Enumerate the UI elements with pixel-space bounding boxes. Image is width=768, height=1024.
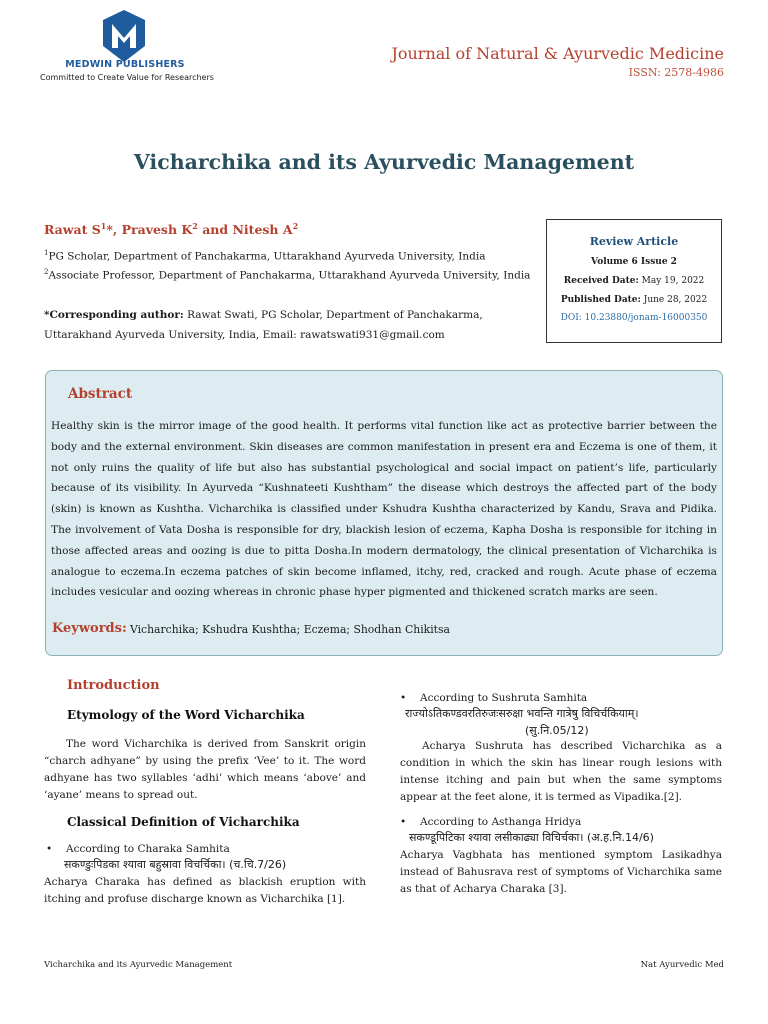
corresponding-marker: *,: [106, 222, 122, 238]
affiliation-1: [44, 249, 485, 263]
etymology-heading: Etymology of the Word Vicharchika: [67, 708, 305, 722]
keywords-text: Vicharchika; Kshudra Kushtha; Eczema; Shodhan Chikitsa: [130, 623, 450, 636]
publisher-logo: [100, 8, 148, 64]
sanskrit-verse-charaka: सकण्डुःपिडका श्यावा बहुस्रावा विचर्चिका। (च.चि.7/26): [64, 858, 287, 871]
volume-issue: Volume 6 Issue 2: [591, 257, 677, 267]
publisher-name: MEDWIN PUBLISHERS: [65, 59, 185, 70]
abstract-heading: Abstract: [68, 386, 133, 402]
charaka-paragraph: Acharya Charaka has defined as blackish eruption with itching and profuse discharge known as Vicharchika [1].: [44, 876, 366, 905]
bullet-dot: •: [46, 843, 53, 855]
author-list: [44, 221, 298, 237]
published-label: Published Date:: [560, 295, 641, 305]
introduction-heading: Introduction: [67, 678, 160, 693]
bullet-asthanga: [400, 816, 581, 828]
doi-link[interactable]: DOI: 10.23880/jonam-16000350: [560, 313, 708, 323]
bullet-sushruta: [400, 692, 587, 704]
footer-right: Nat Ayurvedic Med: [640, 960, 724, 970]
author-affiliation-sup: 2: [292, 221, 299, 231]
author-name: Rawat S: [44, 222, 101, 238]
author-affiliation-sup: 2: [192, 221, 198, 231]
affiliation-text: PG Scholar, Department of Panchakarma, Uttarakhand Ayurveda University, India: [48, 250, 486, 263]
bullet-dot: •: [400, 692, 407, 704]
received-value: May 19, 2022: [638, 276, 705, 286]
published-date: [547, 295, 721, 305]
author-name: Pravesh K: [121, 222, 193, 238]
corresponding-text: Rawat Swati, PG Scholar, Department of Panchakarma, Uttarakhand Ayurveda University, India, Email: rawatswati931@gmail.com: [44, 309, 483, 341]
bullet-text: According to Charaka Samhita: [66, 843, 230, 855]
sushruta-paragraph: Acharya Sushruta has described Vicharchika as a condition in which the skin has linear rough lesions with intense itching and pain but when the same symptoms appear at the feet alone, it is termed as Vipadika.[2].: [400, 740, 722, 803]
corresponding-author: [44, 305, 544, 345]
received-date: [547, 276, 721, 286]
journal-title: Journal of Natural & Ayurvedic Medicine: [391, 44, 724, 63]
author-name: and Nitesh A: [197, 222, 293, 238]
affiliation-sup: 2: [44, 268, 49, 276]
article-title: Vicharchika and its Ayurvedic Management: [133, 150, 635, 174]
bullet-text: According to Asthanga Hridya: [420, 816, 582, 828]
corresponding-label: *Corresponding author:: [44, 309, 184, 321]
affiliation-text: Associate Professor, Department of Panchakarma, Uttarakhand Ayurveda University, India: [48, 269, 531, 282]
affiliation-sup: 1: [44, 249, 49, 257]
bullet-text: According to Sushruta Samhita: [420, 692, 588, 704]
keywords-label: Keywords:: [52, 621, 127, 636]
article-type: Review Article: [589, 235, 679, 248]
vagbhata-paragraph: Acharya Vagbhata has mentioned symptom Lasikadhya instead of Bahusrava rest of symptoms of Vicharchika same as that of Acharya Charaka [3].: [400, 849, 722, 895]
publisher-tagline: Committed to Create Value for Researchers: [40, 73, 214, 82]
article-info-box: [546, 219, 722, 343]
abstract-box: [45, 370, 723, 656]
abstract-text: Healthy skin is the mirror image of the good health. It performs vital function like act as protective barrier between the body and the external environment. Skin diseases are common manifestation in present era and Eczema is one of them, it not only ruins the quality of life but also has substantial psychological and social impact on patient’s life, particularly because of its visibility. In Ayurveda “Kushnateeti Kushtham” the disease which destroys the affected part of the body (skin) is known as Kushtha. Vicharchika is classified under Kshudra Kushtha characterized by Kandu, Srava and Pidika. The involvement of Vata Dosha is responsible for dry, blackish lesion of eczema, Kapha Dosha is responsible for itching in those affected areas and oozing is due to pitta Dosha.In modern dermatology, the clinical presentation of Vicharchika is analogue to eczema.In eczema patches of skin become inflamed, itchy, red, cracked and rough. Acute phase of eczema includes vesicular and oozing whereas in chronic phase hyper pigmented and thickened scratch marks are seen.: [51, 420, 717, 599]
footer-left: Vicharchika and its Ayurvedic Management: [44, 960, 233, 970]
sanskrit-verse-sushruta-ref: (सु.नि.05/12): [525, 724, 589, 737]
bullet-dot: •: [400, 816, 407, 828]
published-value: June 28, 2022: [640, 295, 708, 305]
author-affiliation-sup: 1: [100, 221, 107, 231]
sanskrit-verse-asthanga: सकण्डूपिटिका श्यावा लसीकाढ्या विचिर्चका। (अ.ह.नि.14/6): [409, 831, 654, 844]
journal-issn: ISSN: 2578-4986: [628, 66, 724, 79]
affiliation-2: [44, 268, 530, 282]
received-label: Received Date:: [563, 276, 639, 286]
classical-definition-heading: Classical Definition of Vicharchika: [67, 815, 300, 829]
bullet-charaka: [46, 843, 230, 855]
etymology-paragraph: The word Vicharchika is derived from Sanskrit origin “charch adhyane” by using the prefix ‘Vee’ to it. The word adhyane has two syllables ‘adhi’ which means ‘above’ and ‘ayane’ means to spread out.: [44, 738, 366, 801]
sanskrit-verse-sushruta: राज्योऽतिकण्डवरतिरुजःसरुक्षा भवन्ति गात्रेषु विचिर्चकियाम्।: [405, 707, 639, 720]
